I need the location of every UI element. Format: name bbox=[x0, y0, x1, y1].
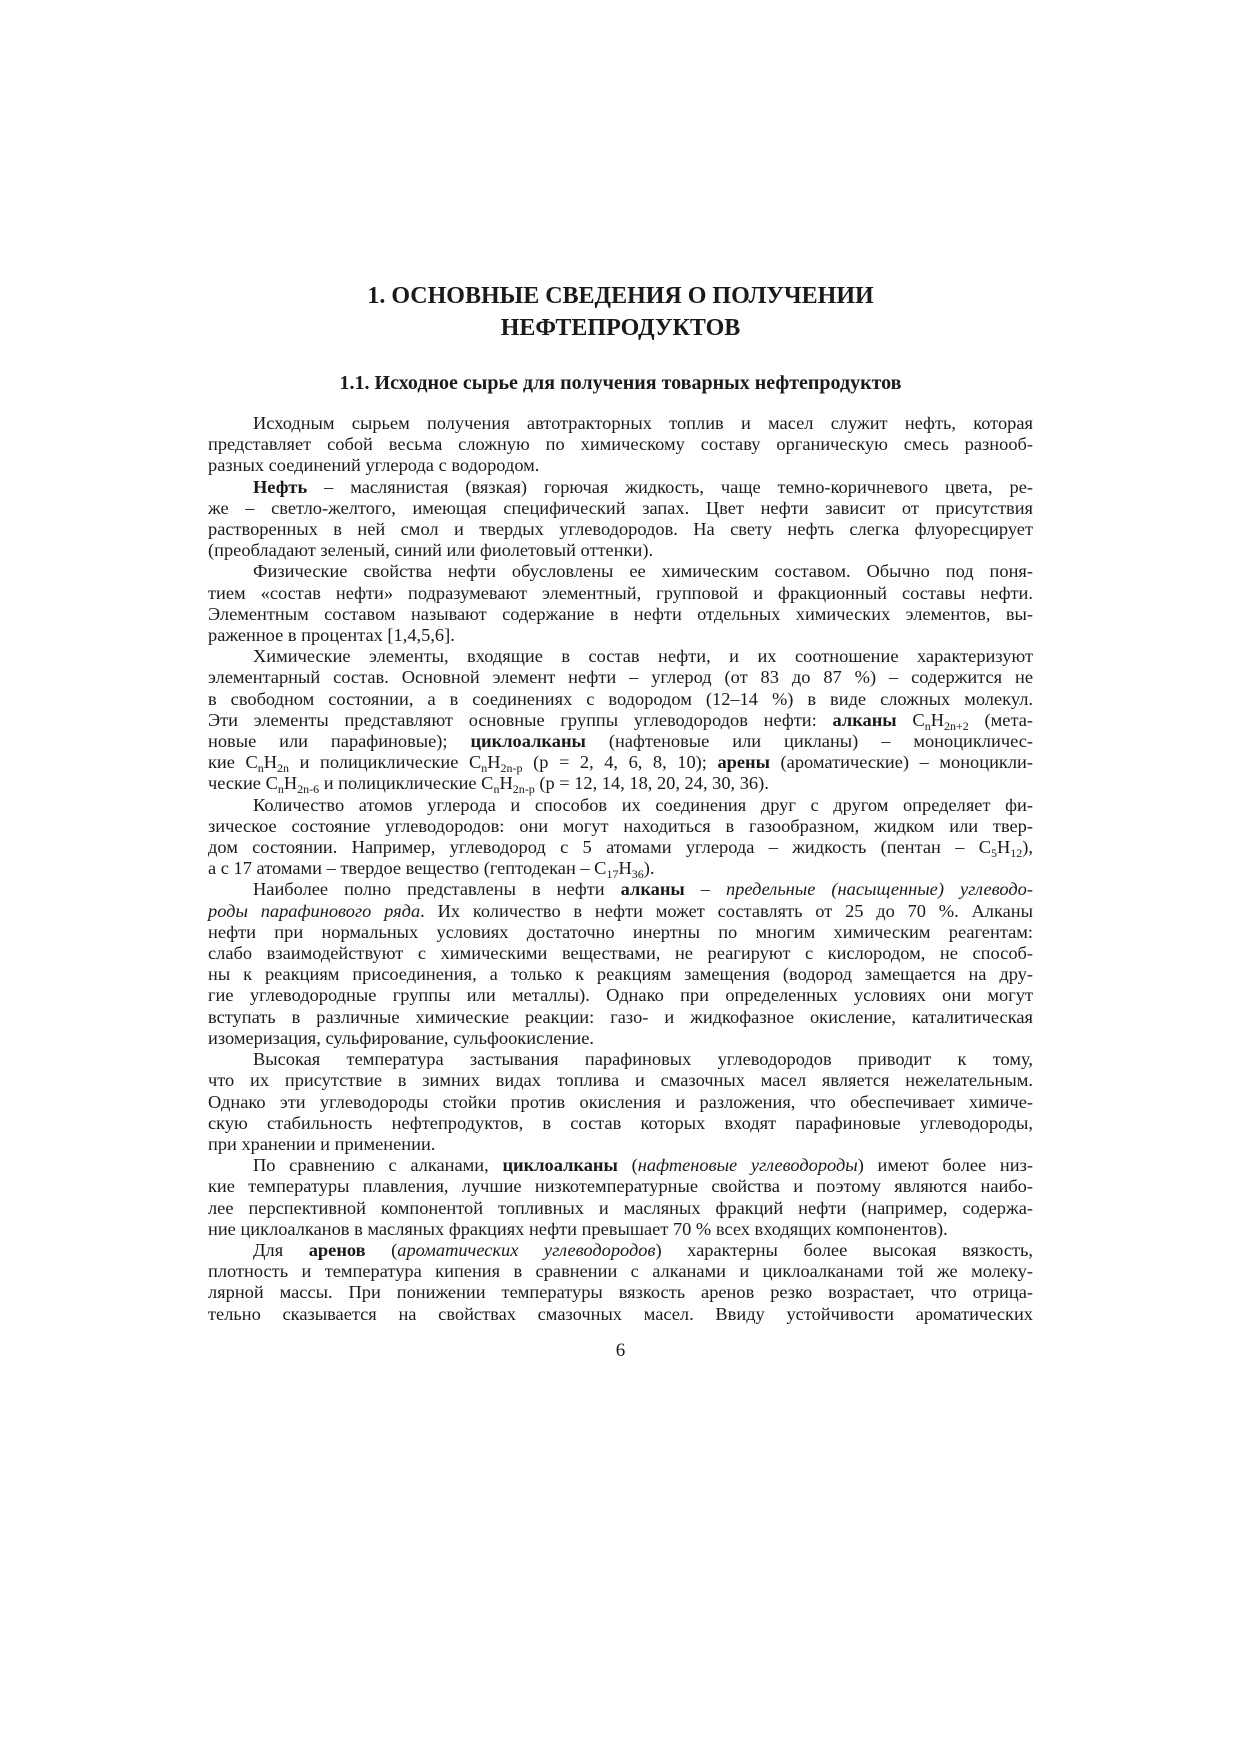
text-run: тием «состав нефти» подразумевают элементный, групповой и фракционный составы нефти. bbox=[208, 582, 1033, 603]
text-line bbox=[208, 1261, 1033, 1282]
subscript: n bbox=[277, 782, 284, 797]
subscript: 2n+2 bbox=[943, 718, 969, 733]
text-run: зическое состояние углеводородов: они могут находиться в газообразном, жидком или твер- bbox=[208, 815, 1033, 836]
text-run: что их присутствие в зимних видах топлива и смазочных масел является нежелательным. bbox=[208, 1070, 1033, 1091]
paragraph bbox=[208, 1240, 1033, 1325]
text-run: вступать в различные химические реакции: газо- и жидкофазное окисление, каталитическая bbox=[208, 1006, 1033, 1027]
text-line bbox=[208, 985, 1033, 1006]
bold-term: арены bbox=[717, 752, 770, 773]
text-run: (ароматические) – моноцикли- bbox=[770, 752, 1033, 773]
text-run: H bbox=[930, 709, 944, 730]
chapter-title-line-1: 1. ОСНОВНЫЕ СВЕДЕНИЯ О ПОЛУЧЕНИИ bbox=[367, 283, 874, 309]
text-run: H bbox=[487, 752, 501, 773]
text-line bbox=[208, 1176, 1033, 1197]
text-run: (мета- bbox=[968, 709, 1033, 730]
text-run: ) имеют более низ- bbox=[857, 1155, 1033, 1176]
subscript: 2n-6 bbox=[297, 782, 320, 797]
paragraph bbox=[208, 561, 1033, 646]
text-run: H bbox=[618, 858, 632, 879]
text-line bbox=[208, 455, 1033, 476]
text-line bbox=[208, 540, 1033, 561]
text-run: новые или парафиновые); bbox=[208, 731, 471, 752]
text-run: – bbox=[684, 879, 726, 900]
text-line bbox=[208, 1049, 1033, 1070]
text-line bbox=[208, 858, 1033, 882]
text-line bbox=[208, 1304, 1033, 1325]
italic-text: роды парафинового ряда bbox=[208, 900, 421, 921]
text-run: плотность и температура кипения в сравнении с алканами и циклоалканами той же молеку- bbox=[208, 1261, 1033, 1282]
text-line bbox=[208, 1092, 1033, 1113]
text-run: кие температуры плавления, лучшие низкотемпературные свойства и поэтому являются наибо- bbox=[208, 1176, 1033, 1197]
text-run: ( bbox=[617, 1155, 638, 1176]
subscript: n bbox=[493, 782, 500, 797]
text-run: По сравнению с алканами, bbox=[253, 1155, 503, 1176]
text-line bbox=[208, 519, 1033, 540]
chapter-title bbox=[208, 280, 1033, 344]
text-run: Для bbox=[253, 1239, 309, 1260]
text-run: (p = 2, 4, 6, 8, 10); bbox=[522, 752, 718, 773]
italic-text: ароматических углеводородов bbox=[397, 1239, 656, 1260]
text-line bbox=[208, 964, 1033, 985]
text-line bbox=[208, 1219, 1033, 1240]
text-run: и полициклические C bbox=[289, 752, 482, 773]
text-run: Однако эти углеводороды стойки против окисления и разложения, что обеспечивает химиче- bbox=[208, 1091, 1033, 1112]
text-run: элементарный состав. Основной элемент нефти – углерод (от 83 до 87 %) – содержится не bbox=[208, 667, 1033, 688]
subscript: 17 bbox=[606, 867, 619, 882]
text-run: а с 17 атомами – твердое вещество (гептодекан – C bbox=[208, 858, 607, 879]
text-line bbox=[208, 689, 1033, 710]
text-run: скую стабильность нефтепродуктов, в состав которых входят парафиновые углеводороды, bbox=[208, 1112, 1033, 1133]
text-run: C bbox=[896, 709, 925, 730]
subscript: 12 bbox=[1010, 846, 1023, 861]
text-run: H bbox=[499, 773, 513, 794]
text-line bbox=[208, 646, 1033, 667]
text-line bbox=[208, 625, 1033, 646]
text-run: (p = 12, 14, 18, 20, 24, 30, 36). bbox=[534, 773, 769, 794]
text-run: H bbox=[263, 752, 278, 773]
text-run: гие углеводородные группы или металлы). Однако при определенных условиях они могут bbox=[208, 985, 1033, 1006]
bold-term: алканы bbox=[832, 709, 897, 730]
text-line bbox=[208, 710, 1033, 731]
text-run: H bbox=[283, 773, 298, 794]
text-run: ческие C bbox=[208, 773, 278, 794]
text-run: Элементным составом называют содержание в нефти отдельных химических элементов, вы- bbox=[208, 603, 1033, 624]
text-line bbox=[208, 1240, 1033, 1261]
text-run: дом состоянии. Например, углеводород с 5 атомами углерода – жидкость (пентан – C bbox=[208, 837, 991, 858]
text-line bbox=[208, 837, 1033, 861]
text-run: ) характерны более высокая вязкость, bbox=[655, 1239, 1034, 1260]
text-line bbox=[208, 943, 1033, 964]
paragraph bbox=[208, 1155, 1033, 1240]
text-line bbox=[208, 1007, 1033, 1028]
text-line bbox=[208, 901, 1033, 922]
text-run: ), bbox=[1022, 837, 1033, 858]
bold-term: аренов bbox=[308, 1239, 366, 1260]
text-line bbox=[208, 667, 1033, 688]
text-line bbox=[208, 498, 1033, 519]
text-run: же – светло-желтого, имеющая специфический запах. Цвет нефти зависит от присутствия bbox=[208, 497, 1033, 518]
text-run: изомеризация, сульфирование, сульфоокисление. bbox=[208, 1027, 595, 1048]
section-title: 1.1. Исходное сырье для получения товарных нефтепродуктов bbox=[339, 372, 902, 394]
italic-text: предельные (насыщенные) углеводо- bbox=[725, 879, 1034, 900]
text-run: раженное в процентах [1,4,5,6]. bbox=[208, 625, 455, 646]
text-run: лее перспективной компонентой топливных и масляных фракций нефти (например, содержа- bbox=[208, 1197, 1033, 1218]
text-run: Наиболее полно представлены в нефти bbox=[253, 879, 621, 900]
bold-term: алканы bbox=[620, 879, 685, 900]
text-run: Высокая температура застывания парафиновых углеводородов приводит к тому, bbox=[253, 1049, 1033, 1070]
bold-term: Нефть bbox=[253, 476, 308, 497]
text-run: Физические свойства нефти обусловлены ее химическим составом. Обычно под поня- bbox=[253, 561, 1033, 582]
text-line bbox=[208, 561, 1033, 582]
text-run: – маслянистая (вязкая) горючая жидкость, чаще темно-коричневого цвета, ре- bbox=[307, 476, 1033, 497]
text-run: Эти элементы представляют основные группы углеводородов нефти: bbox=[208, 709, 833, 730]
text-line bbox=[208, 1070, 1033, 1091]
text-run: Химические элементы, входящие в состав нефти, и их соотношение характеризуют bbox=[253, 646, 1033, 667]
text-line bbox=[208, 922, 1033, 943]
subscript: 2n-p bbox=[512, 782, 535, 797]
text-run: . Их количество в нефти может составлять от 25 до 70 %. Алканы bbox=[420, 900, 1033, 921]
text-run: Исходным сырьем получения автотракторных топлив и масел служит нефть, которая bbox=[253, 413, 1033, 433]
text-run: слабо взаимодействуют с химическими веществами, не реагируют с кислородом, не способ- bbox=[208, 943, 1033, 964]
subscript: n bbox=[481, 761, 488, 776]
bold-term: циклоалканы bbox=[470, 731, 586, 752]
paragraph bbox=[208, 1049, 1033, 1155]
text-line bbox=[208, 583, 1033, 604]
text-run: H bbox=[996, 837, 1011, 858]
text-line bbox=[208, 1282, 1033, 1303]
text-line bbox=[208, 413, 1033, 434]
text-run: Количество атомов углерода и способов их соединения друг с другом определяет фи- bbox=[253, 794, 1033, 815]
text-run: в свободном состоянии, а в соединениях с водородом (12–14 %) в виде сложных молекул. bbox=[208, 688, 1033, 709]
text-line bbox=[208, 604, 1033, 625]
body-text bbox=[208, 413, 1033, 1325]
subscript: n bbox=[924, 718, 931, 733]
text-line bbox=[208, 477, 1033, 498]
subscript: 36 bbox=[631, 867, 644, 882]
text-run: разных соединений углерода с водородом. bbox=[208, 455, 540, 476]
text-run: тельно сказывается на свойствах смазочных масел. Ввиду устойчивости ароматических bbox=[208, 1303, 1033, 1324]
paragraph bbox=[208, 795, 1033, 880]
text-line bbox=[208, 1155, 1033, 1176]
text-line bbox=[208, 434, 1033, 455]
text-line bbox=[208, 1134, 1033, 1155]
text-line bbox=[208, 752, 1033, 776]
text-run: представляет собой весьма сложную по химическому составу органическую смесь разнооб- bbox=[208, 434, 1033, 455]
paragraph bbox=[208, 413, 1033, 477]
subscript: 5 bbox=[990, 846, 997, 861]
subscript: 2n-p bbox=[500, 761, 523, 776]
text-line bbox=[208, 1198, 1033, 1219]
text-run: лярной массы. При понижении температуры вязкость аренов резко возрастает, что отрица- bbox=[208, 1282, 1033, 1303]
paragraph bbox=[208, 477, 1033, 562]
text-run: растворенных в ней смол и твердых углеводородов. На свету нефть слегка флуоресцирует bbox=[208, 519, 1033, 540]
text-run: (нафтеновые или цикланы) – моноцикличес- bbox=[585, 731, 1033, 752]
chapter-title-line-2: НЕФТЕПРОДУКТОВ bbox=[500, 315, 741, 341]
text-line bbox=[208, 1113, 1033, 1134]
text-run: и полициклические C bbox=[319, 773, 494, 794]
text-run: ). bbox=[643, 858, 655, 879]
text-line bbox=[208, 795, 1033, 816]
text-line bbox=[208, 731, 1033, 752]
text-run: при хранении и применении. bbox=[208, 1133, 436, 1154]
subscript: n bbox=[257, 761, 264, 776]
italic-text: нафтеновые углеводороды bbox=[637, 1155, 858, 1176]
text-line bbox=[208, 1028, 1033, 1049]
text-line bbox=[208, 816, 1033, 837]
paragraph bbox=[208, 879, 1033, 1049]
bold-term: циклоалканы bbox=[502, 1155, 618, 1176]
page-number: 6 bbox=[615, 1340, 626, 1361]
subscript: 2n bbox=[277, 761, 290, 776]
text-run: ( bbox=[365, 1239, 398, 1260]
text-run: ны к реакциям присоединения, а только к реакциям замещения (водород замещается на дру- bbox=[208, 964, 1033, 985]
text-run: ние циклоалканов в масляных фракциях нефти превышает 70 % всех входящих компонентов). bbox=[208, 1218, 948, 1239]
paragraph bbox=[208, 646, 1033, 797]
text-line bbox=[208, 879, 1033, 900]
text-run: нефти при нормальных условиях достаточно инертны по многим химическим реагентам: bbox=[208, 921, 1033, 942]
text-line bbox=[208, 773, 1033, 797]
text-run: кие C bbox=[208, 752, 258, 773]
text-run: (преобладают зеленый, синий или фиолетовый оттенки). bbox=[208, 540, 654, 561]
